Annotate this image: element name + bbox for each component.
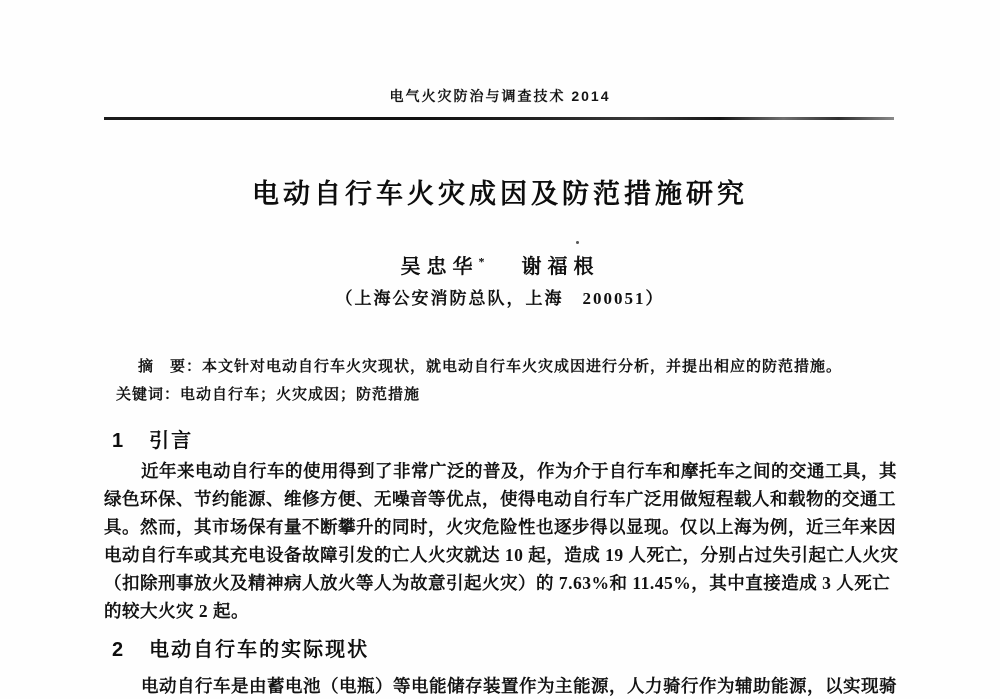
affiliation: （上海公安消防总队，上海 200051） bbox=[335, 289, 665, 308]
keywords-label: 关键词： bbox=[116, 387, 181, 403]
paragraph-line: （扣除刑事放火及精神病人放火等人为故意引起火灾）的 7.63%和 11.45%，其中直接造成 3 人死亡 bbox=[104, 573, 891, 593]
keywords bbox=[116, 383, 896, 404]
intro-paragraph bbox=[104, 457, 899, 625]
section-number: 2 bbox=[112, 639, 124, 661]
section-title: 引言 bbox=[149, 430, 194, 452]
paragraph-line: 的较大火灾 2 起。 bbox=[104, 601, 249, 621]
scan-noise-speck bbox=[576, 241, 579, 244]
paragraph-line: 近年来电动自行车的使用得到了非常广泛的普及，作为介于自行车和摩托车之间的交通工具，其 bbox=[141, 461, 897, 481]
author-name-text: 谢福根 bbox=[521, 256, 600, 278]
abstract-label: 摘 要： bbox=[138, 359, 203, 375]
authors-line bbox=[0, 250, 1000, 279]
paragraph-line: 电动自行车或其充电设备故障引发的亡人火灾就达 10 起，造成 19 人死亡，分别占过失引起亡人火灾 bbox=[104, 545, 899, 565]
paragraph-line: 具。然而，其市场保有量不断攀升的同时，火灾危险性也逐步得以显现。仅以上海为例，近三年来因 bbox=[104, 517, 896, 537]
header-rule bbox=[104, 117, 894, 120]
status-paragraph bbox=[104, 672, 896, 699]
journal-header: 电气火灾防治与调查技术 2014 bbox=[389, 88, 611, 104]
abstract bbox=[138, 355, 898, 376]
author-name bbox=[401, 256, 485, 278]
keywords-text: 电动自行车；火灾成因；防范措施 bbox=[180, 387, 421, 403]
section-heading-2 bbox=[112, 633, 369, 662]
section-heading-1 bbox=[112, 424, 193, 453]
page-title: 电动自行车火灾成因及防范措施研究 bbox=[252, 179, 748, 209]
author-name-text: 吴忠华 bbox=[400, 256, 479, 278]
section-number: 1 bbox=[112, 430, 124, 452]
author-name bbox=[522, 256, 600, 278]
abstract-text: 本文针对电动自行车火灾现状，就电动自行车火灾成因进行分析，并提出相应的防范措施。 bbox=[202, 359, 843, 375]
paragraph-line: 电动自行车是由蓄电池（电瓶）等电能储存装置作为主能源，人力骑行作为辅助能源，以实现骑 bbox=[141, 676, 897, 696]
author-footnote-marker: * bbox=[478, 254, 485, 269]
section-title: 电动自行车的实际现状 bbox=[149, 639, 370, 661]
paragraph-line: 绿色环保、节约能源、维修方便、无噪音等优点，使得电动自行车广泛用做短程载人和载物的交通工 bbox=[104, 489, 896, 509]
